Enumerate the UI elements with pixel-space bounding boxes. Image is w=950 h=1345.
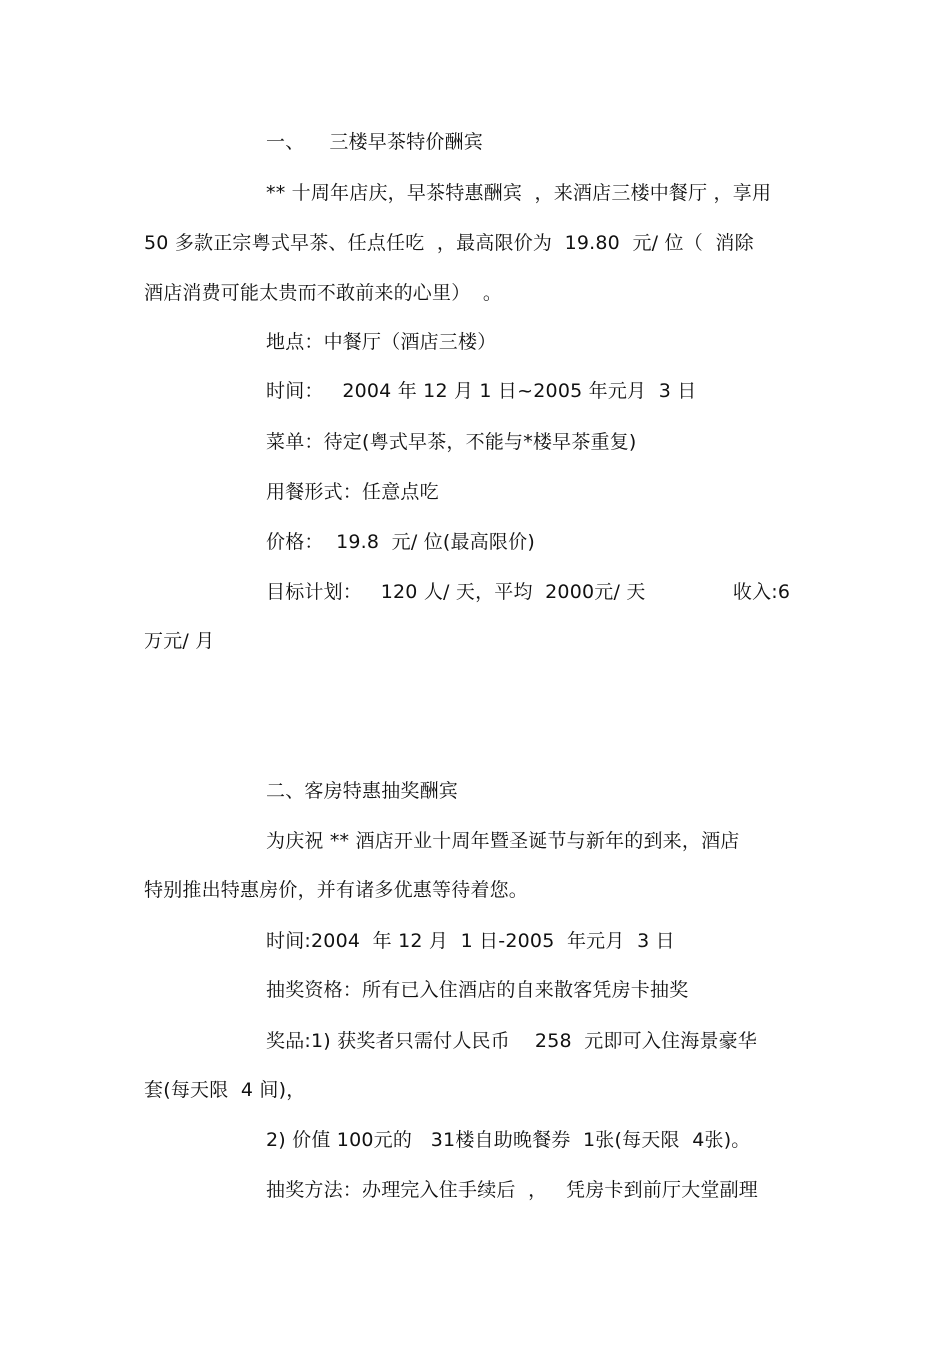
section1-price: 价格： 19.8 元/ 位(最高限价): [266, 531, 535, 553]
section2-prize-line-2: 套(每天限 4 间)，: [144, 1079, 306, 1101]
section2-heading: 二、客房特惠抽奖酬宾: [266, 780, 459, 802]
section1-intro-line-3: 酒店消费可能太贵而不敢前来的心里） 。: [144, 282, 503, 304]
section2-eligibility: 抽奖资格：所有已入住酒店的自来散客凭房卡抽奖: [266, 979, 689, 1001]
section1-menu: 菜单：待定(粤式早茶，不能与*楼早茶重复): [266, 431, 637, 453]
section1-intro-line-1: ** 十周年店庆，早茶特惠酬宾 ，来酒店三楼中餐厅 ，享用: [266, 182, 772, 204]
section2-intro-line-1: 为庆祝 ** 酒店开业十周年暨圣诞节与新年的到来，酒店: [266, 830, 740, 852]
section1-dining-style: 用餐形式：任意点吃: [266, 481, 439, 503]
section1-target-line-2: 万元/ 月: [144, 630, 215, 652]
section1-heading: 一、 三楼早茶特价酬宾: [266, 131, 483, 153]
section1-time: 时间： 2004 年 12 月 1 日~2005 年元月 3 日: [266, 380, 697, 402]
section2-method: 抽奖方法：办理完入住手续后 ， 凭房卡到前厅大堂副理: [266, 1179, 758, 1201]
section2-time: 时间:2004 年 12 月 1 日-2005 年元月 3 日: [266, 930, 675, 952]
section2-prize-line-3: 2) 价值 100元的 31楼自助晚餐券 1张(每天限 4张)。: [266, 1129, 751, 1151]
section1-intro-line-2: 50 多款正宗粤式早茶、任点任吃 ，最高限价为 19.80 元/ 位（ 消除: [144, 232, 754, 254]
section1-target-line-1: 目标计划： 120 人/ 天，平均 2000元/ 天 收入:6: [266, 581, 791, 603]
section2-prize-line-1: 奖品:1) 获奖者只需付人民币 258 元即可入住海景豪华: [266, 1030, 758, 1052]
section1-location: 地点：中餐厅（酒店三楼）: [266, 331, 497, 353]
section2-intro-line-2: 特别推出特惠房价，并有诸多优惠等待着您。: [144, 879, 529, 901]
